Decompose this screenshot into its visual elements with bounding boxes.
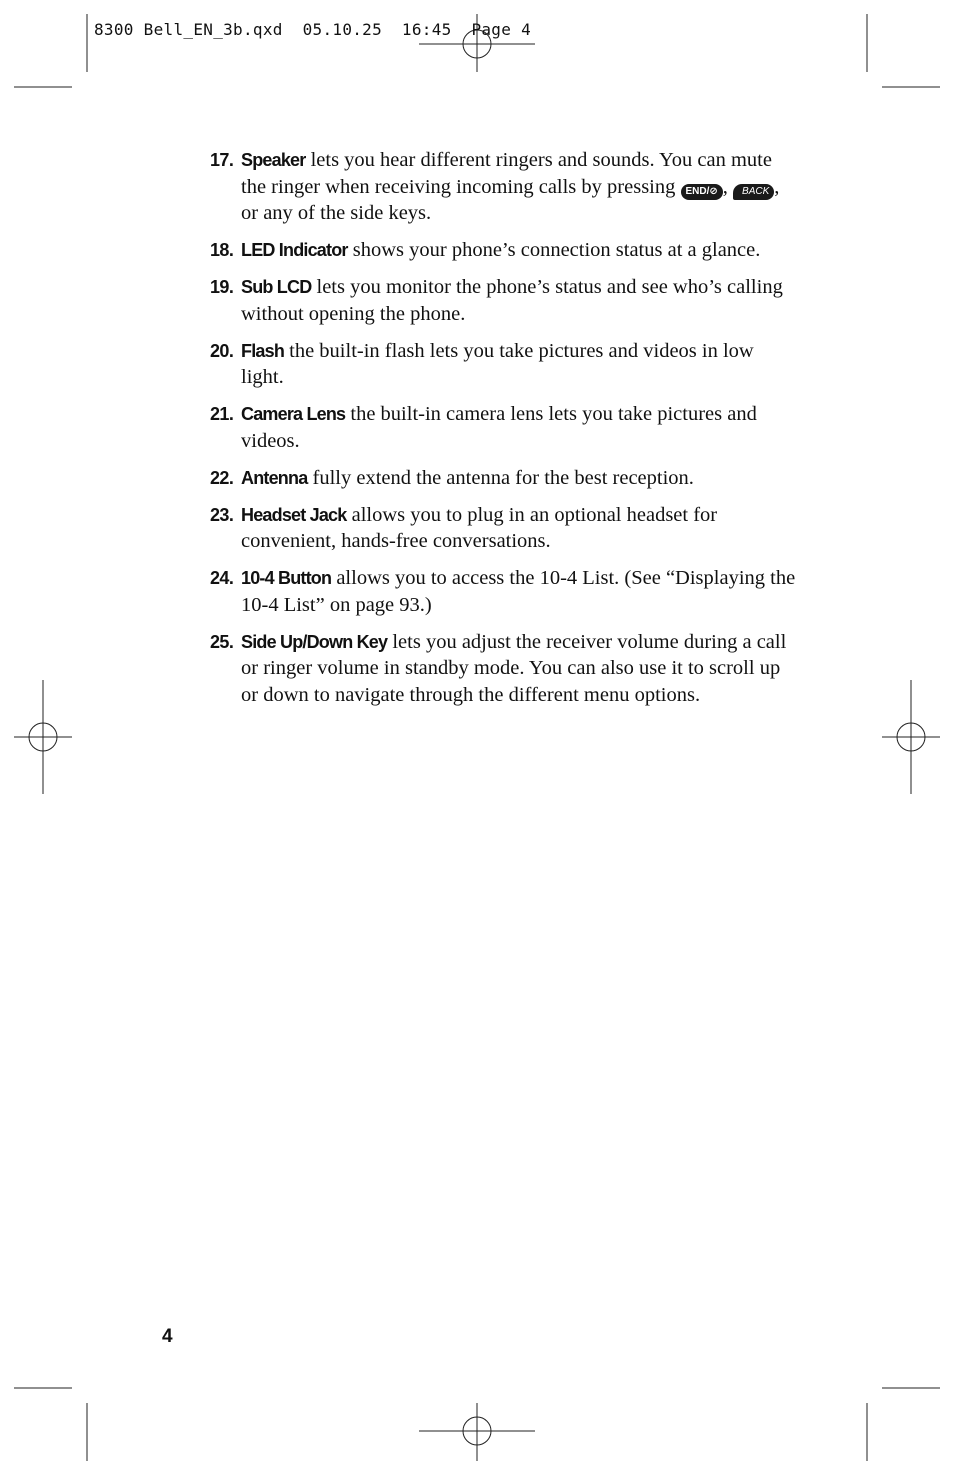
item-text: fully extend the antenna for the best reception.: [307, 466, 694, 489]
item-number: 25.: [210, 631, 234, 652]
item-text: lets you hear different ringers and sounds. You can mute the ringer when receiving incoming calls by pressing: [241, 149, 772, 198]
item-term: Flash: [241, 340, 285, 361]
item-number: 21.: [210, 404, 234, 424]
item-term: Camera Lens: [241, 404, 346, 424]
list-item: [210, 338, 800, 391]
item-text: lets you monitor the phone’s status and see who’s calling without opening the phone.: [241, 276, 783, 325]
item-term: Sub LCD: [241, 277, 312, 297]
print-slug-line: 8300 Bell_EN_3b.qxd 05.10.25 16:45 Page 4: [94, 20, 532, 39]
item-term: Antenna: [241, 467, 308, 488]
item-number: 23.: [210, 504, 234, 525]
item-text: shows your phone’s connection status at a glance.: [347, 239, 761, 261]
item-text: allows you to plug in an optional headset for convenient, hands-free conversations.: [241, 503, 718, 552]
list-item: [210, 147, 800, 227]
feature-list: [210, 147, 800, 719]
item-number: 19.: [210, 277, 234, 297]
item-number: 17.: [210, 150, 234, 170]
list-item: [210, 502, 800, 555]
back-key-icon: BACK: [733, 184, 774, 200]
page-number: 4: [162, 1326, 173, 1347]
list-item: [210, 401, 800, 454]
end-key-icon: END/⊘: [681, 184, 723, 200]
list-item: [210, 629, 800, 709]
item-text: lets you adjust the receiver volume during a call or ringer volume in standby mode. You can also use it to scroll up or down to navigate through the different menu options.: [241, 630, 787, 706]
item-text: , or any of the side keys.: [241, 175, 780, 224]
item-text: the built-in flash lets you take pictures and videos in low light.: [241, 339, 754, 388]
list-item: [210, 274, 800, 327]
item-number: 24.: [210, 568, 234, 588]
item-term: Headset Jack: [241, 504, 347, 525]
item-term: Side Up/Down Key: [241, 631, 388, 652]
list-item: [210, 465, 800, 492]
item-text: the built-in camera lens lets you take pictures and videos.: [241, 403, 757, 452]
list-item: [210, 237, 800, 264]
item-number: 20.: [210, 340, 234, 361]
item-number: 18.: [210, 240, 234, 260]
item-number: 22.: [210, 467, 234, 488]
list-item: [210, 565, 800, 618]
item-text: allows you to access the 10-4 List. (See “Displaying the 10-4 List” on page 93.): [241, 567, 796, 616]
item-term: 10-4 Button: [241, 568, 332, 588]
item-term: LED Indicator: [241, 240, 348, 260]
item-term: Speaker: [241, 150, 306, 170]
item-text-separator: ,: [722, 175, 734, 198]
